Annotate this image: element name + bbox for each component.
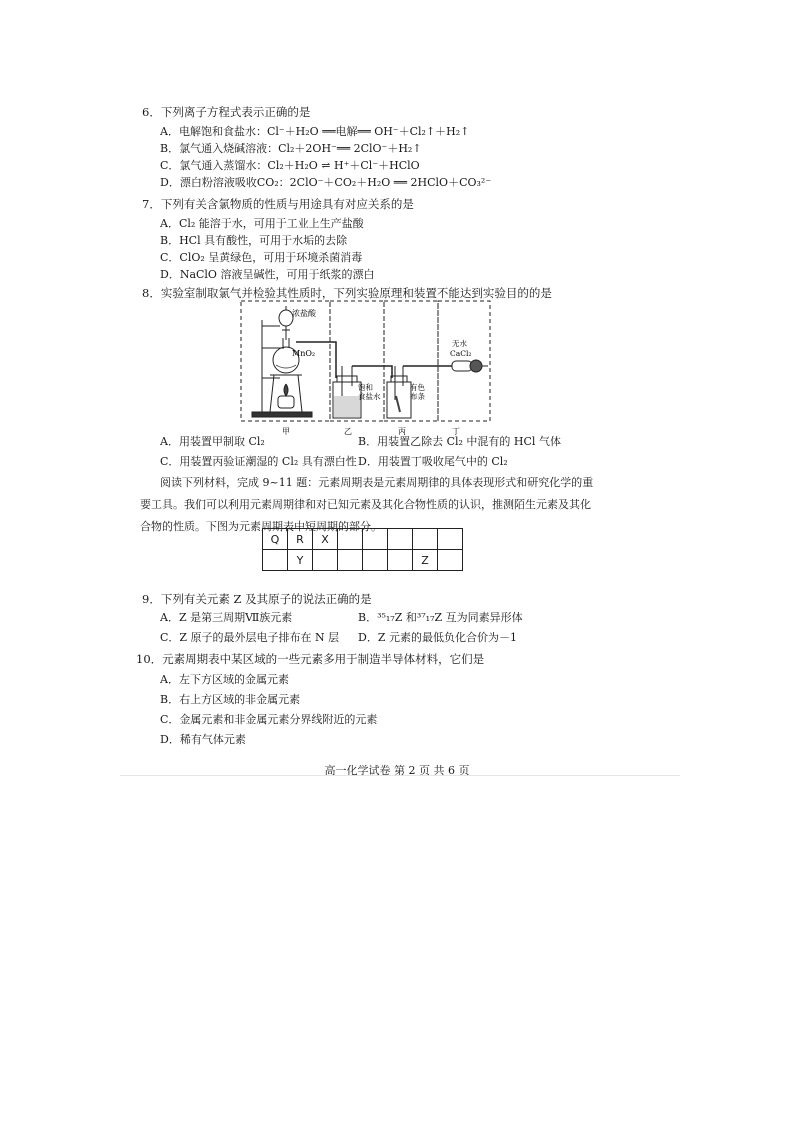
cell-empty: [363, 529, 388, 550]
label-mno2: MnO₂: [292, 349, 316, 358]
cell-y: Y: [288, 550, 313, 571]
q9-stem: 9．下列有关元素 Z 及其原子的说法正确的是: [142, 592, 372, 606]
q10-option-a: A．左下方区域的金属元素: [160, 673, 289, 686]
q10-option-b: B．右上方区域的非金属元素: [160, 693, 301, 706]
label-yi: 乙: [344, 427, 352, 436]
footer-divider: [120, 775, 680, 776]
q9-option-c: C．Z 原子的最外层电子排布在 N 层: [160, 631, 340, 644]
cell-empty: [388, 529, 413, 550]
box-jia: [241, 301, 330, 421]
label-brine-2: 食盐水: [358, 392, 381, 401]
cell-empty: [438, 529, 463, 550]
q10-option-d: D．稀有气体元素: [160, 733, 246, 746]
label-cloth-1: 有色: [410, 383, 425, 392]
q10-stem: 10．元素周期表中某区域的一些元素多用于制造半导体材料，它们是: [136, 652, 485, 666]
cell-r: R: [288, 529, 313, 550]
reading-passage: 阅读下列材料，完成 9~11 题：元素周期表是元素周期律的具体表现形式和研究化学的重要工具。我们可以利用元素周期律和对已知元素及其化合物性质的认识，推测陌生元素及其化合物的性质。下图为元素周期表中短周期的部分。: [140, 476, 594, 533]
q8-stem: 8．实验室制取氯气并检验其性质时，下列实验原理和装置不能达到实验目的的是: [142, 286, 552, 300]
q6-option-a: A．电解饱和食盐水：Cl⁻＋H₂O ══电解══ OH⁻＋Cl₂↑＋H₂↑: [160, 125, 470, 138]
label-brine-1: 饱和: [358, 383, 373, 392]
q6-option-b: B．氯气通入烧碱溶液：Cl₂＋2OH⁻══ 2ClO⁻＋H₂↑: [160, 142, 422, 155]
cell-empty: [388, 550, 413, 571]
q8-option-c: C．用装置丙验证潮湿的 Cl₂ 具有漂白性: [160, 455, 357, 468]
q9-option-b: B．³⁵₁₇Z 和³⁷₁₇Z 互为同素异形体: [358, 611, 523, 624]
q6-stem: 6．下列离子方程式表示正确的是: [142, 105, 311, 119]
drying-tube-ding: [452, 360, 488, 372]
label-bing: 丙: [398, 427, 406, 436]
cell-empty: [263, 550, 288, 571]
label-cloth-2: 布条: [410, 392, 425, 401]
bottle-bing: [387, 366, 411, 418]
delivery-tube-2: [352, 366, 392, 378]
q9-option-a: A．Z 是第三周期Ⅶ族元素: [160, 611, 293, 624]
q7-option-c: C．ClO₂ 呈黄绿色，可用于环境杀菌消毒: [160, 251, 363, 264]
q8-option-a: A．用装置甲制取 Cl₂: [160, 435, 265, 448]
wash-bottle-yi: [333, 366, 361, 418]
q8-option-d: D．用装置丁吸收尾气中的 Cl₂: [358, 455, 508, 468]
label-ding: 丁: [452, 427, 460, 436]
q6-option-d: D．漂白粉溶液吸收CO₂：2ClO⁻＋CO₂＋H₂O ══ 2HClO＋CO₃²⁻: [160, 176, 492, 189]
cell-empty: [313, 550, 338, 571]
q9-option-d: D．Z 元素的最低负化合价为－1: [358, 631, 517, 644]
q7-option-d: D．NaClO 溶液呈碱性，可用于纸浆的漂白: [160, 268, 375, 281]
q7-option-a: A．Cl₂ 能溶于水，可用于工业上生产盐酸: [160, 217, 364, 230]
separatory-funnel: [279, 306, 293, 340]
burner: [270, 375, 302, 412]
label-cacl2: CaCl₂: [450, 349, 472, 358]
apparatus-diagram: [240, 300, 492, 440]
cell-empty: [338, 529, 363, 550]
q7-stem: 7．下列有关含氯物质的性质与用途具有对应关系的是: [142, 197, 414, 211]
q7-option-b: B．HCl 具有酸性，可用于水垢的去除: [160, 234, 348, 247]
q8-option-b: B．用装置乙除去 Cl₂ 中混有的 HCl 气体: [358, 435, 561, 448]
cell-empty: [363, 550, 388, 571]
q10-option-c: C．金属元素和非金属元素分界线附近的元素: [160, 713, 378, 726]
cell-empty: [413, 529, 438, 550]
label-anhydrous: 无水: [452, 339, 467, 348]
cell-empty: [438, 550, 463, 571]
cell-q: Q: [263, 529, 288, 550]
page-footer: 高一化学试卷 第 2 页 共 6 页: [324, 764, 470, 777]
iron-stand: [252, 320, 312, 417]
q6-option-c: C．氯气通入蒸馏水：Cl₂＋H₂O ⇌ H⁺＋Cl⁻＋HClO: [160, 159, 420, 172]
label-conc-hcl: 浓盐酸: [292, 309, 316, 318]
cell-empty: [338, 550, 363, 571]
cell-x: X: [313, 529, 338, 550]
label-jia: 甲: [282, 427, 290, 436]
periodic-table-fragment: [262, 528, 463, 571]
cell-z: Z: [413, 550, 438, 571]
